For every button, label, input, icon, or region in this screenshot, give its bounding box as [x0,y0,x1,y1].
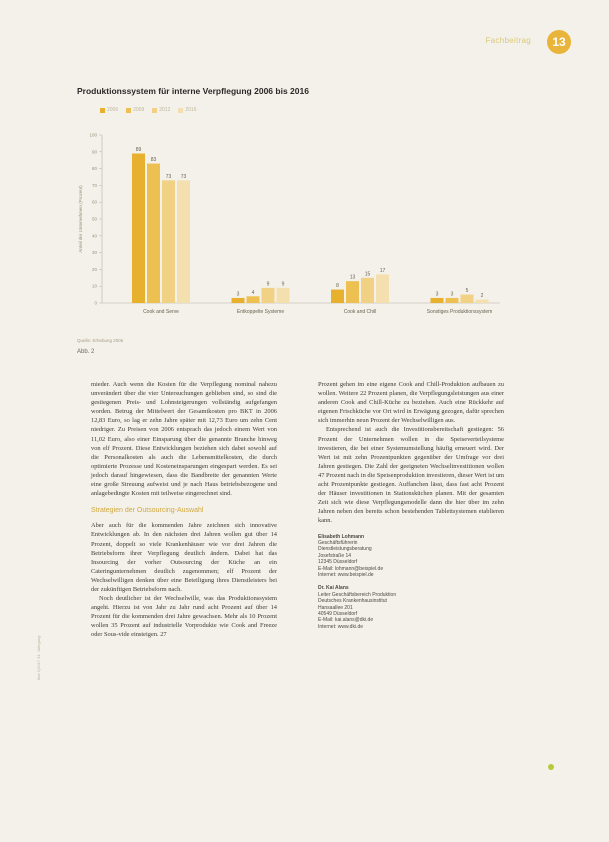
y-tick-label: 50 [91,216,97,222]
contact-line: Deutsches Krankenhausinstitut [318,598,387,605]
bar [147,164,160,303]
paragraph: Entsprechend ist auch die Investitionsbereitschaft gestiegen: 56 Prozent der Unternehmen wollen in die Speiseverteilsysteme investieren, die bei einer Systemumstellung häufig erneuert wird. Der Wert ist mit zehn Prozentpunkten gegenüber der Umfrage vor drei Jahren gestiegen. Die Zahl der geeigneten Wechselinvestitionen wollen 47 Prozent nach in die Speisenproduktion investieren, dieser Wert ist um acht Prozentpunkte gestiegen. Auffanchen lässt, dass fast acht Prozent der Häuser investitionen in Stationsküchen planen. Mit der gesamten Zeit sich wie diese Verpflegungsmodelle dann die hier über im zehn Jahren neben den bereits schon bestehenden Tablettsystemen etablieren kann. [318,426,504,525]
data-label: 3 [450,291,454,298]
y-tick-label: 10 [91,283,97,289]
contact-line: Geschäftsführerin [318,539,358,546]
y-tick-label: 80 [91,166,97,172]
legend-label: 2009 [133,107,145,113]
bar [232,298,245,303]
bar-chart [60,125,510,325]
x-category-label: Cook and Serve [143,309,179,315]
contact-line: Leiter Geschäftsbereich Produktion [318,591,397,598]
legend-item-2012 [152,107,170,113]
chart-source: Quelle: Erhebung 2006 [77,338,124,343]
data-label: 9 [266,281,270,288]
contact-line: E-Mail: lohmann@beispiel.de [318,565,384,572]
bar [277,288,290,303]
y-tick-label: 90 [91,149,97,155]
paragraph: Noch deutlicher ist der Wechselwille, was das Produktionssystem angeht. Hierzu ist von Jahr zu Jahr rund acht Prozent auf über 14 Prozent für die kommenden drei Jahre gewachsen. Mehr als 10 Prozent wollen 35 Prozent auf industrielle Vorprodukte wie Cook and Freeze oder Sous-vide einsteigen. 27 [91,595,277,639]
bar [446,298,459,303]
legend-item-2006 [100,107,118,113]
data-label: 3 [435,291,439,298]
text-column-left [91,380,277,640]
data-label: 73 [180,173,187,180]
running-head: Fachbeitrag [485,36,531,45]
bar [376,274,389,303]
paragraph: Prozent gehen im eine eigene Cook and Chill-Produktion aufbauen zu wollen. Weitere 22 Prozent planen, die Verpflegungsleistungen aus einer anderen Cook and Chill-Küche zu beziehen. Auch eine Rückkehr auf eigenen Frischküche vor Ort wird in Erwägung gezogen, dafür sprechen sich immerhin neun Prozent der Wechselwilligen aus. [318,381,504,425]
page-number-badge: 13 [547,30,571,54]
contact-line: Internet: www.dki.de [318,623,364,630]
chart-legend [100,107,197,113]
paragraph: Aber auch für die kommenden Jahre zeichnen sich innovative Entwicklungen ab. In den nächsten drei Jahren wollen gut über 14 Prozent, doppelt so viele Krankenhäuser wie vor drei Jahren die Betriebsform ihrer Verpflegung deutlich ändern. Dabei hat das Insourcing der vorher Outsourcing der Küche an ein Cateringunternehmen deutlich zugenommen; elf Prozent der Wechselwilligen denken über eine Beteiligung ihres Dienstleisters bei der zukünftigen Betriebsform nach. [91,522,277,593]
author-contact [318,585,504,630]
contact-line: Josefstraße 14 [318,552,352,559]
x-category-label: Cook and Chill [343,309,377,315]
contact-line: Dienstleistungsberatung [318,546,372,553]
data-label: 3 [236,291,240,298]
bar [177,180,190,303]
y-axis-label: Anteil der Unternehmen (Prozent) [78,185,83,253]
contact-line: 40549 Düsseldorf [318,610,358,617]
y-tick-label: 40 [91,233,97,239]
text-column-right [318,380,504,637]
bar [132,153,145,303]
legend-item-2009 [126,107,144,113]
x-category-label: Sonstiges Produktionssystem [426,309,493,315]
legend-label: 2006 [107,107,119,113]
bar [461,295,474,303]
bar [262,288,275,303]
data-label: 5 [465,288,469,295]
data-label: 4 [251,289,255,296]
legend-swatch [126,108,131,113]
legend-label: 2012 [159,107,171,113]
y-tick-label: 0 [94,300,97,306]
bar [476,300,489,303]
data-label: 9 [281,281,285,288]
data-label: 13 [349,274,356,281]
data-label: 2 [480,293,484,300]
y-tick-label: 20 [91,266,97,272]
contact-line: 12345 Düsseldorf [318,559,358,566]
author-name: Dr. Kai Alans [318,585,349,592]
decorative-dot [548,764,554,770]
data-label: 15 [364,271,371,278]
data-label: 89 [135,146,142,153]
contact-line: E-Mail: kai.alans@dki.de [318,617,374,624]
x-category-label: Entkoppelte Systeme [236,309,285,315]
bar [431,298,444,303]
bar [247,296,260,303]
bar [361,278,374,303]
y-tick-label: 100 [89,132,97,138]
contact-line: Hansaallee 201 [318,604,353,611]
data-label: 73 [165,173,172,180]
y-tick-label: 60 [91,199,97,205]
bar [331,290,344,303]
legend-item-2016 [178,107,196,113]
data-label: 8 [336,283,339,290]
legend-swatch [152,108,157,113]
y-tick-label: 70 [91,182,97,188]
data-label: 83 [150,157,157,164]
author-name: Elisabeth Lohmann [318,533,365,540]
side-note: f&w 1|2017 34. Jahrgang [36,635,41,680]
author-contacts [318,534,504,631]
legend-label: 2016 [185,107,197,113]
data-label: 17 [379,267,386,274]
paragraph: mieder. Auch wenn die Kosten für die Verpflegung nominal nahezu unverändert über die vier Untersuchungen geblieben sind, so sind die gestiegenen Preis- und Lohnsteigerungen vollständig aufgefangen worden. Betrug der Mittelwert der Gesamtkosten pro BKT in 2006 12,83 Euro, so lag er zehn Jahre später mit 12,73 Euro um zehn Cent niedriger. Zu Preisen von 2006 entsprach das jedoch einem Wert von 11,02 Euro, also einer Einsparung über die genannte Branche hinweg von elf Prozent. Diese Entwicklungen beziehen sich dabei sowohl auf die Personalkosten als auch die Lebensmittelkosten, die durch optimierte Prozesse und Kosteneinsparungen eingespart werden. Es sei jedoch darauf hingewiesen, dass die Bandbreite der genannten Werte eine große Streuung aufweist und je nach Haus betriebsbezogene und anlagebedingte Kosten mit teilweise eingerechnet sind. [91,381,277,498]
bar [346,281,359,303]
y-tick-label: 30 [91,250,97,256]
bar [162,180,175,303]
figure-label: Abb. 2 [77,349,95,355]
chart-title: Produktionssystem für interne Verpflegung 2006 bis 2016 [77,86,309,96]
legend-swatch [178,108,183,113]
legend-swatch [100,108,105,113]
contact-line: Internet: www.beispiel.de [318,571,374,578]
author-contact [318,534,504,579]
section-subheading: Strategien der Outsourcing-Auswahl [91,507,204,515]
